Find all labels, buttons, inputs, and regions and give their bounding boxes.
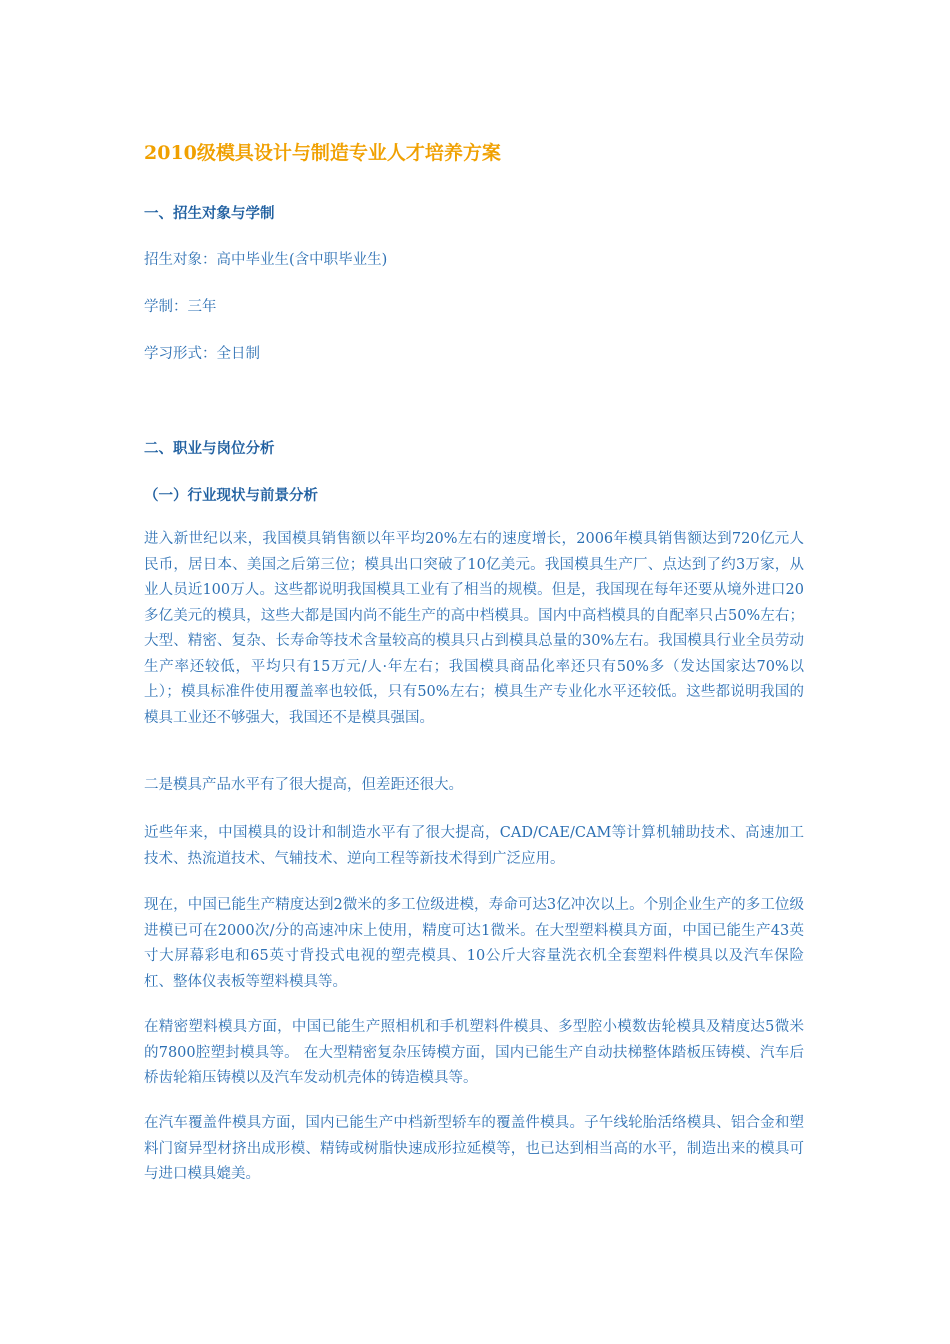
paragraph-industry-status: 进入新世纪以来，我国模具销售额以年平均20%左右的速度增长，2006年模具销售额达到720亿元人民币，居日本、美国之后第三位；模具出口突破了10亿美元。我国模具生产厂、点达到了约3万家，从业人员近100万人。这些都说明我国模具工业有了相当的规模。但是，我国现在每年还要从境外进口20多亿美元的模具，这些大都是国内尚不能生产的高中档模具。国内中高档模具的自配率只占50%左右；大型、精密、复杂、长寿命等技术含量较高的模具只占到模具总量的30%左右。我国模具行业全员劳动生产率还较低，平均只有15万元/人·年左右；我国模具商品化率还只有50%多（发达国家达70%以上）；模具标准件使用覆盖率也较低，只有50%左右；模具生产专业化水平还较低。这些都说明我国的模具工业还不够强大，我国还不是模具强国。 [144, 531, 804, 726]
paragraph-product-level: 二是模具产品水平有了很大提高，但差距还很大。 [144, 777, 463, 793]
section-heading-career: 二、职业与岗位分析 [144, 440, 275, 457]
section-heading-enrollment: 一、招生对象与学制 [144, 205, 275, 222]
paragraph-precision-plastic: 在精密塑料模具方面，中国已能生产照相机和手机塑料件模具、多型腔小模数齿轮模具及精度达5微米的7800腔塑封模具等。 在大型精密复杂压铸模方面，国内已能生产自动扶梯整体踏板压铸模、汽车后桥齿轮箱压铸模以及汽车发动机壳体的铸造模具等。 [144, 1019, 804, 1086]
paragraph-progressive-die: 现在，中国已能生产精度达到2微米的多工位级进模，寿命可达3亿冲次以上。个别企业生产的多工位级进模已可在2000次/分的高速冲床上使用，精度可达1微米。在大型塑料模具方面，中国已能生产43英寸大屏幕彩电和65英寸背投式电视的塑壳模具、10公斤大容量洗衣机全套塑料件模具以及汽车保险杠、整体仪表板等塑料模具等。 [144, 897, 804, 990]
study-duration-line: 学制：三年 [144, 299, 217, 315]
enrollment-target-line: 招生对象：高中毕业生(含中职毕业生) [144, 252, 388, 268]
subsection-heading-industry: （一）行业现状与前景分析 [144, 487, 318, 504]
paragraph-design-manufacturing: 近些年来，中国模具的设计和制造水平有了很大提高，CAD/CAE/CAM等计算机辅助技术、高速加工技术、热流道技术、气辅技术、逆向工程等新技术得到广泛应用。 [144, 825, 804, 867]
document-title: 2010级模具设计与制造专业人才培养方案 [144, 142, 501, 164]
paragraph-automotive-panel: 在汽车覆盖件模具方面，国内已能生产中档新型轿车的覆盖件模具。子午线轮胎活络模具、铝合金和塑料门窗异型材挤出成形模、精铸或树脂快速成形拉延模等，也已达到相当高的水平，制造出来的模具可与进口模具媲美。 [144, 1115, 804, 1182]
study-form-line: 学习形式：全日制 [144, 346, 260, 362]
